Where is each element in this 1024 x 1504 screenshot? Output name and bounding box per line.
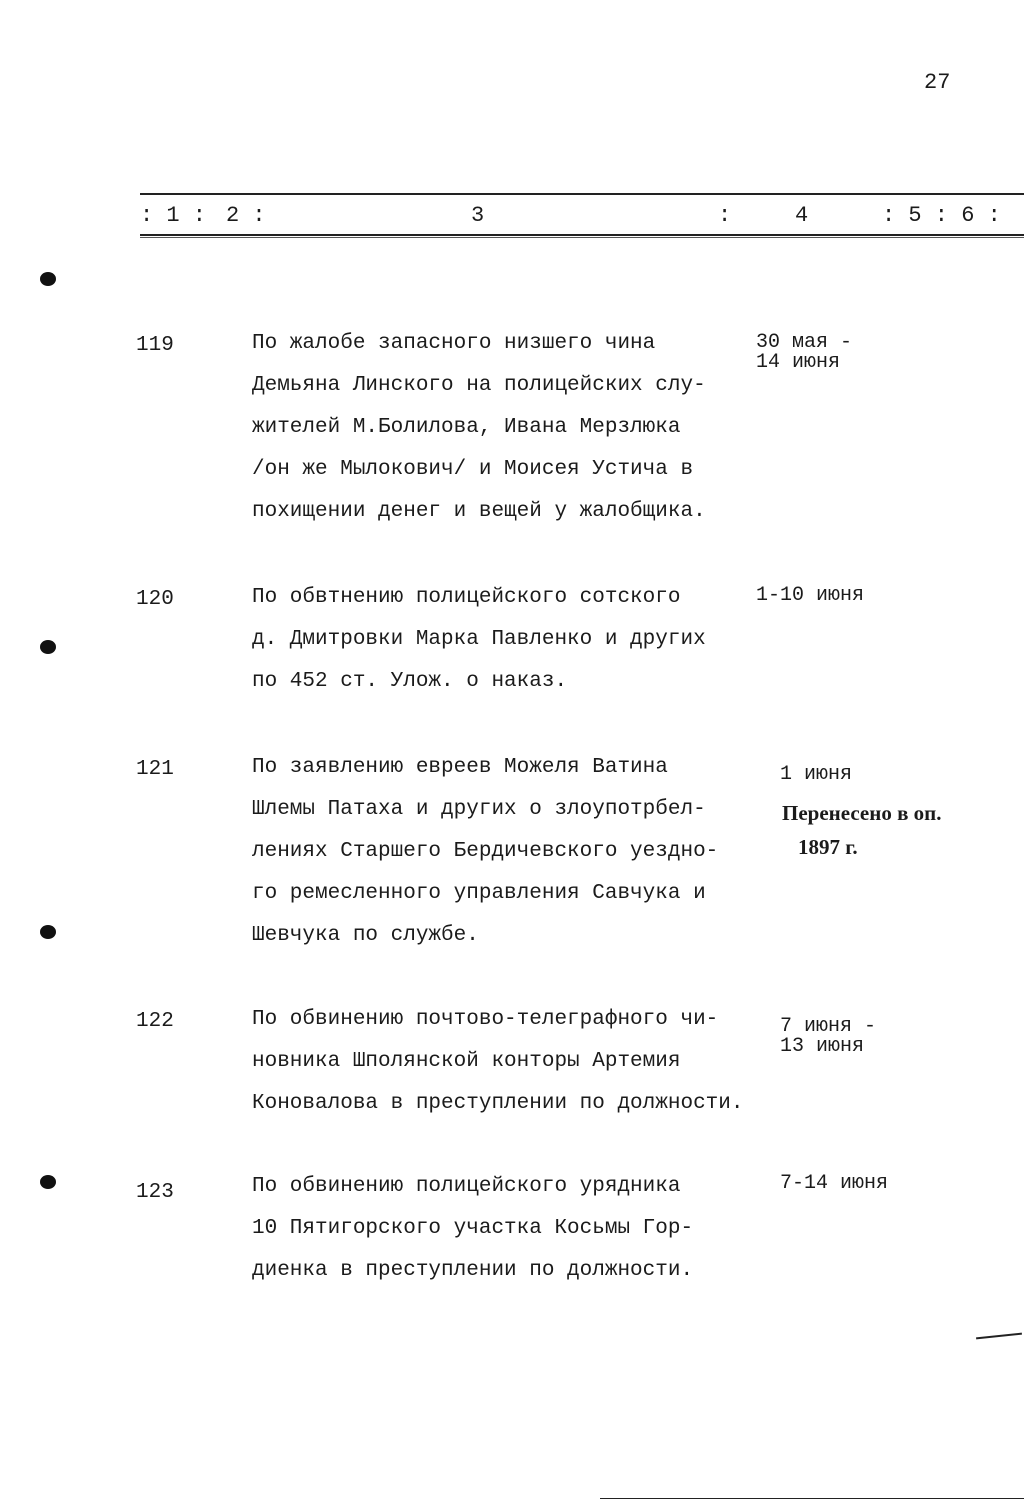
description-line: жителей М.Болилова, Ивана Мерзлюка [252,416,681,439]
description-line: /он же Мылокович/ и Моисея Устича в [252,458,694,481]
description-line: го ремесленного управления Савчука и [252,882,706,905]
column-header-3: 3 [471,203,485,228]
date-line: 7 июня - [780,1015,877,1038]
entry-description [252,577,772,703]
page-number: 27 [924,70,951,95]
column-header-2: 2 : [226,203,266,228]
description-line: новника Шполянской конторы Артемия [252,1050,681,1073]
entry-description [252,1166,772,1292]
header-rule-bottom [140,234,1024,236]
entry-description [252,323,772,533]
description-line: По заявлению евреев Можеля Ватина [252,756,668,779]
column-header-1: : 1 : [140,203,207,228]
date-line: 30 мая - [756,331,853,354]
scan-edge-line [600,1498,1024,1499]
binding-hole [40,640,56,654]
description-line: 10 Пятигорского участка Косьмы Гор- [252,1217,694,1240]
entry-dates [756,333,852,373]
column-header-5-6: : 5 : 6 : [882,203,1001,228]
description-line: Шлемы Патаха и других о злоупотрбел- [252,798,706,821]
description-line: Шевчука по службе. [252,924,479,947]
description-line: Коновалова в преступлении по должности. [252,1092,744,1115]
description-line: По обвинению почтово-телеграфного чи- [252,1008,719,1031]
description-line: По обвинению полицейского урядника [252,1175,681,1198]
entry-description [252,999,772,1125]
header-rule-bottom-thin [140,237,1024,238]
entry-number: 119 [136,334,174,357]
date-line: 7-14 июня [780,1172,889,1195]
description-line: По жалобе запасного низшего чина [252,332,656,355]
header-rule-top [140,193,1024,195]
note-line: Перенесено в оп. [782,801,942,825]
column-separator: : [718,203,732,228]
binding-hole [40,272,56,286]
date-line: 14 июня [756,351,841,374]
entry-dates [780,1174,888,1194]
date-line: 13 июня [780,1035,865,1058]
description-line: По обвтнению полицейского сотского [252,586,681,609]
entry-description [252,747,772,957]
description-line: диенка в преступлении по должности. [252,1259,694,1282]
description-line: Демьяна Линского на полицейских слу- [252,374,706,397]
description-line: по 452 ст. Улож. о наказ. [252,670,568,693]
entry-number: 123 [136,1181,174,1204]
date-line: 1-10 июня [756,584,865,607]
description-line: похищении денег и вещей у жалобщика. [252,500,706,523]
entry-dates [780,1017,876,1057]
entry-dates [780,765,852,785]
entry-number: 120 [136,588,174,611]
binding-hole [40,1175,56,1189]
entry-number: 121 [136,758,174,781]
column-header-4: 4 [795,203,809,228]
description-line: д. Дмитровки Марка Павленко и других [252,628,706,651]
entry-dates [756,586,864,606]
date-line: 1 июня [780,763,853,786]
scan-mark [976,1333,1022,1340]
entry-number: 122 [136,1010,174,1033]
note-line: 1897 г. [798,835,858,859]
binding-hole [40,925,56,939]
transfer-note [782,796,942,864]
description-line: лениях Старшего Бердичевского уездно- [252,840,719,863]
